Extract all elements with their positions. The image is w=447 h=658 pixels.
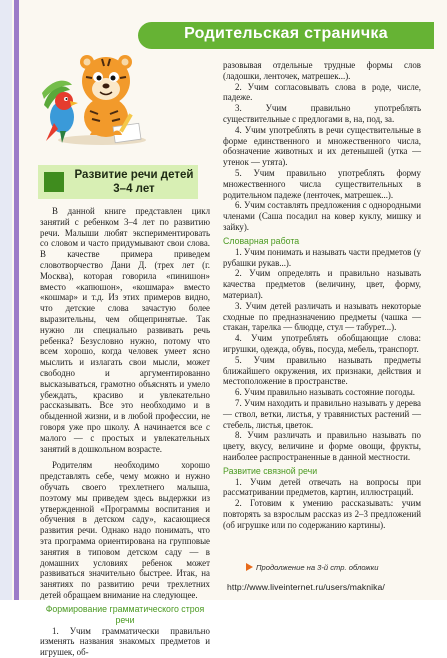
header-banner [138, 22, 434, 49]
purple-stripe [14, 0, 19, 600]
vocabulary-item: 1. Учим понимать и называть части предметов (у рубашки рукав...). [223, 246, 421, 268]
coherent-speech-subheading: Развитие связной речи [223, 465, 318, 476]
left-margin-strip [0, 0, 12, 600]
section-heading-box [38, 165, 198, 199]
vocabulary-item: 3. Учим детей различать и называть некоторые сходные по предназначению предметы (чашка — стакан, тарелка — блюдце, стул — табурет...). [223, 300, 421, 333]
source-url: http://www.liveinternet.ru/users/maknika/ [227, 582, 385, 592]
grammar-item: 4. Учим употреблять в речи существительные в форме единственного и множественного числа, обозначение животных и их детенышей (утка — утенок — утята). [223, 124, 421, 168]
intro-paragraph: В данной книге представлен цикл занятий с ребенком 3–4 лет по развитию речи. Малыши любят экспериментировать со словом и часто придумывают свои слова. В качестве примера приведем словотворчество Дани Д. (трех лет (г. Москва), которая говорила «пинишон» вместо «капюшон», «кошмара» вместо «кошмар» и т.д. Из этих примеров видно, что детские слова зачастую более выразительны, чем общепринятые. Так нужно ли специально развивать речь ребенка? Безусловно нужно, потому что всем хорошо, когда человек умеет ясно мыслить и излагать свои мысли, может свободно и аргументированно высказываться, грамотно объяснять и умело убеждать, красиво и увлекательно рассказывать. Все это необходимо и в обыденной жизни, и в любой профессии, не говоря уже про школу. А начинается все с малого — с простых и увлекательных занятий в дошкольном возрасте. [40, 206, 210, 454]
continuation-note: Продолжение на 3-й стр. обложки [256, 563, 379, 572]
section-title: Развитие речи детей 3–4 лет [74, 169, 194, 195]
grammar-item: 2. Учим согласовывать слова в роде, числе, падеже. [223, 81, 421, 103]
right-column [223, 60, 421, 531]
grammar-item-1-continued: разовывая отдельные трудные формы слов (ладошки, ленточек, матрешек...). [223, 60, 421, 81]
vocabulary-item: 7. Учим находить и правильно называть у дерева — ствол, ветки, листья, у травянистых растений — стебель, листья, цветок. [223, 397, 421, 430]
grammar-subheading: Формирование грамматического строя речи [45, 603, 205, 625]
grammar-item: 3. Учим правильно употреблять существительные с предлогами в, на, под, за. [223, 103, 421, 124]
vocabulary-item: 2. Учим определять и правильно называть качества предметов (величину, цвет, форму, материал). [223, 268, 421, 300]
continue-arrow-icon [246, 563, 253, 571]
coherent-speech-item: 1. Учим детей отвечать на вопросы при рассматривании предметов, картин, иллюстраций. [223, 476, 421, 498]
coherent-speech-item: 2. Готовим к умению рассказывать: учим повторять за взрослым рассказ из 2–3 предложений (об игрушке или по содержанию картины). [223, 498, 421, 530]
section-marker-square [44, 172, 64, 192]
grammar-item-1: 1. Учим грамматически правильно изменять названия знакомых предметов и игрушек, об- [40, 625, 210, 658]
vocabulary-subheading: Словарная работа [223, 235, 300, 246]
parents-paragraph: Родителям необходимо хорошо представлять себе, чему можно и нужно обучать своего трехлетнего малыша, поэтому мы приведем здесь выдержки из утвержденной «Программы воспитания и обучения в детском саду», касающиеся развития речи. Однако надо понимать, что эта программа ориентирована на групповые занятия в типовом детском саду — в домашних условиях ребенок может развиваться значительно быстрее. Итак, на занятиях по развитию речи трехлетних детей обращаем внимание на следующее. [40, 460, 210, 600]
grammar-item: 6. Учим составлять предложения с однородными членами (Саша посадил на ковер куклу, мишку и зайку). [223, 200, 421, 232]
vocabulary-item: 4. Учим употреблять обобщающие слова: игрушки, одежда, обувь, посуда, мебель, транспорт. [223, 333, 421, 354]
grammar-item: 5. Учим правильно употреблять форму множественного числа существительных в родительном падеже (ленточек, матрешек...). [223, 167, 421, 200]
page-title: Родительская страничка [184, 25, 388, 42]
tiger-parrot-illustration [40, 45, 148, 147]
vocabulary-item: 5. Учим правильно называть предметы ближайшего окружения, их признаки, действия и местоположение в пространстве. [223, 354, 421, 387]
vocabulary-item: 6. Учим правильно называть состояние погоды. [235, 387, 416, 398]
vocabulary-item: 8. Учим различать и правильно называть по цвету, вкусу, величине и форме овощи, фрукты, наиболее распространенные в данной местности. [223, 430, 421, 462]
left-column [40, 206, 210, 658]
